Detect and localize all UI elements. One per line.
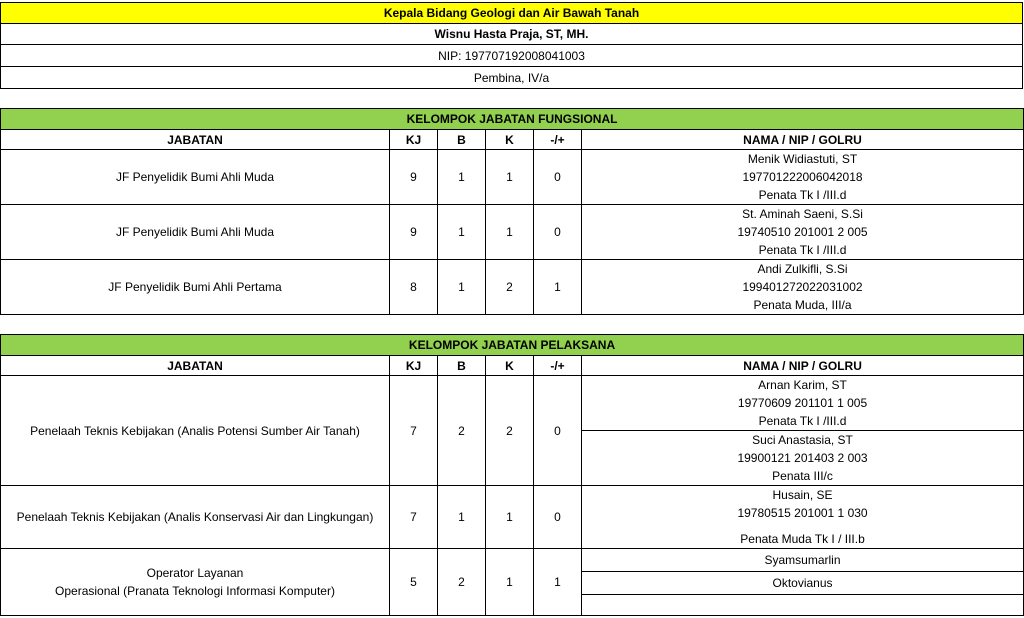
person-golru: Penata Muda, III/a [753, 298, 852, 312]
person-name: Andi Zulkifli, S.Si [757, 262, 848, 276]
kj-cell: 5 [390, 549, 438, 616]
jabatan-cell: Penelaah Teknis Kebijakan (Analis Konservasi Air dan Lingkungan) [1, 486, 390, 549]
person-cell [582, 260, 1024, 315]
head-table [0, 2, 1023, 89]
person-cell [582, 376, 1024, 431]
person-nip: 19780515 201001 1 030 [737, 506, 868, 520]
jabatan-cell: JF Penyelidik Bumi Ahli Muda [1, 150, 390, 205]
person-golru: Penata Tk I /III.d [758, 188, 847, 202]
table-row [1, 549, 1024, 572]
table-row [1, 486, 1024, 549]
table-row [1, 376, 1024, 431]
b-cell: 1 [438, 150, 486, 205]
person-name: Syamsumarlin [582, 549, 1024, 572]
person-name: St. Aminah Saeni, S.Si [742, 207, 863, 221]
b-cell: 1 [438, 486, 486, 549]
person-nip: 19900121 201403 2 003 [737, 451, 868, 465]
k-cell: 2 [486, 376, 534, 486]
jabatan-cell [1, 549, 390, 616]
person-golru: Penata III/c [772, 469, 833, 483]
kj-cell: 7 [390, 486, 438, 549]
person-name: Arnan Karim, ST [758, 378, 847, 392]
jabatan-cell: JF Penyelidik Bumi Ahli Pertama [1, 260, 390, 315]
head-block [0, 2, 1023, 89]
col-kj: KJ [390, 130, 438, 150]
person-name: Suci Anastasia, ST [752, 433, 853, 447]
person-cell [582, 431, 1024, 486]
col-diff: -/+ [534, 356, 582, 376]
col-k: K [486, 130, 534, 150]
kj-cell: 9 [390, 150, 438, 205]
person-nip: 197701222006042018 [742, 170, 863, 184]
col-nama: NAMA / NIP / GOLRU [582, 356, 1024, 376]
person-nip: 19770609 201101 1 005 [737, 396, 868, 410]
head-name: Wisnu Hasta Praja, ST, MH. [1, 24, 1023, 45]
jabatan-cell: JF Penyelidik Bumi Ahli Muda [1, 205, 390, 260]
fungsional-block [0, 108, 1024, 315]
person-golru: Penata Tk I /III.d [758, 243, 847, 257]
col-b: B [438, 356, 486, 376]
b-cell: 1 [438, 260, 486, 315]
col-k: K [486, 356, 534, 376]
fungsional-title: KELOMPOK JABATAN FUNGSIONAL [1, 109, 1024, 130]
head-nip: NIP: 197707192008041003 [1, 45, 1023, 67]
diff-cell: 0 [534, 486, 582, 549]
person-name: Oktovianus [582, 572, 1024, 595]
k-cell: 1 [486, 205, 534, 260]
empty-person-cell [582, 595, 1024, 616]
jabatan-cell: Penelaah Teknis Kebijakan (Analis Potensi Sumber Air Tanah) [1, 376, 390, 486]
person-spacer [582, 522, 1023, 530]
pelaksana-table [0, 334, 1024, 616]
col-kj: KJ [390, 356, 438, 376]
person-cell [582, 486, 1024, 549]
diff-cell: 1 [534, 260, 582, 315]
person-golru: Penata Tk I /III.d [758, 414, 847, 428]
kj-cell: 9 [390, 205, 438, 260]
person-cell [582, 150, 1024, 205]
person-nip: 19740510 201001 2 005 [737, 225, 868, 239]
diff-cell: 0 [534, 150, 582, 205]
k-cell: 1 [486, 150, 534, 205]
person-nip: 199401272022031002 [742, 280, 863, 294]
person-name: Husain, SE [772, 488, 833, 502]
pelaksana-block [0, 334, 1024, 616]
col-nama: NAMA / NIP / GOLRU [582, 130, 1024, 150]
table-row [1, 260, 1024, 315]
jabatan-line: Operator Layanan [146, 566, 244, 580]
col-jabatan: JABATAN [1, 356, 390, 376]
head-title: Kepala Bidang Geologi dan Air Bawah Tanah [1, 3, 1023, 24]
person-cell [582, 205, 1024, 260]
k-cell: 1 [486, 486, 534, 549]
table-row [1, 150, 1024, 205]
head-golru: Pembina, IV/a [1, 67, 1023, 89]
col-diff: -/+ [534, 130, 582, 150]
diff-cell: 0 [534, 205, 582, 260]
b-cell: 1 [438, 205, 486, 260]
b-cell: 2 [438, 376, 486, 486]
col-jabatan: JABATAN [1, 130, 390, 150]
b-cell: 2 [438, 549, 486, 616]
col-b: B [438, 130, 486, 150]
diff-cell: 1 [534, 549, 582, 616]
jabatan-line: Operasional (Pranata Teknologi Informasi Komputer) [55, 584, 335, 598]
kj-cell: 8 [390, 260, 438, 315]
person-name: Menik Widiastuti, ST [747, 152, 858, 166]
diff-cell: 0 [534, 376, 582, 486]
k-cell: 2 [486, 260, 534, 315]
k-cell: 1 [486, 549, 534, 616]
table-row [1, 205, 1024, 260]
kj-cell: 7 [390, 376, 438, 486]
fungsional-table [0, 108, 1024, 315]
person-golru: Penata Muda Tk I / III.b [740, 532, 865, 546]
pelaksana-title: KELOMPOK JABATAN PELAKSANA [1, 335, 1024, 356]
